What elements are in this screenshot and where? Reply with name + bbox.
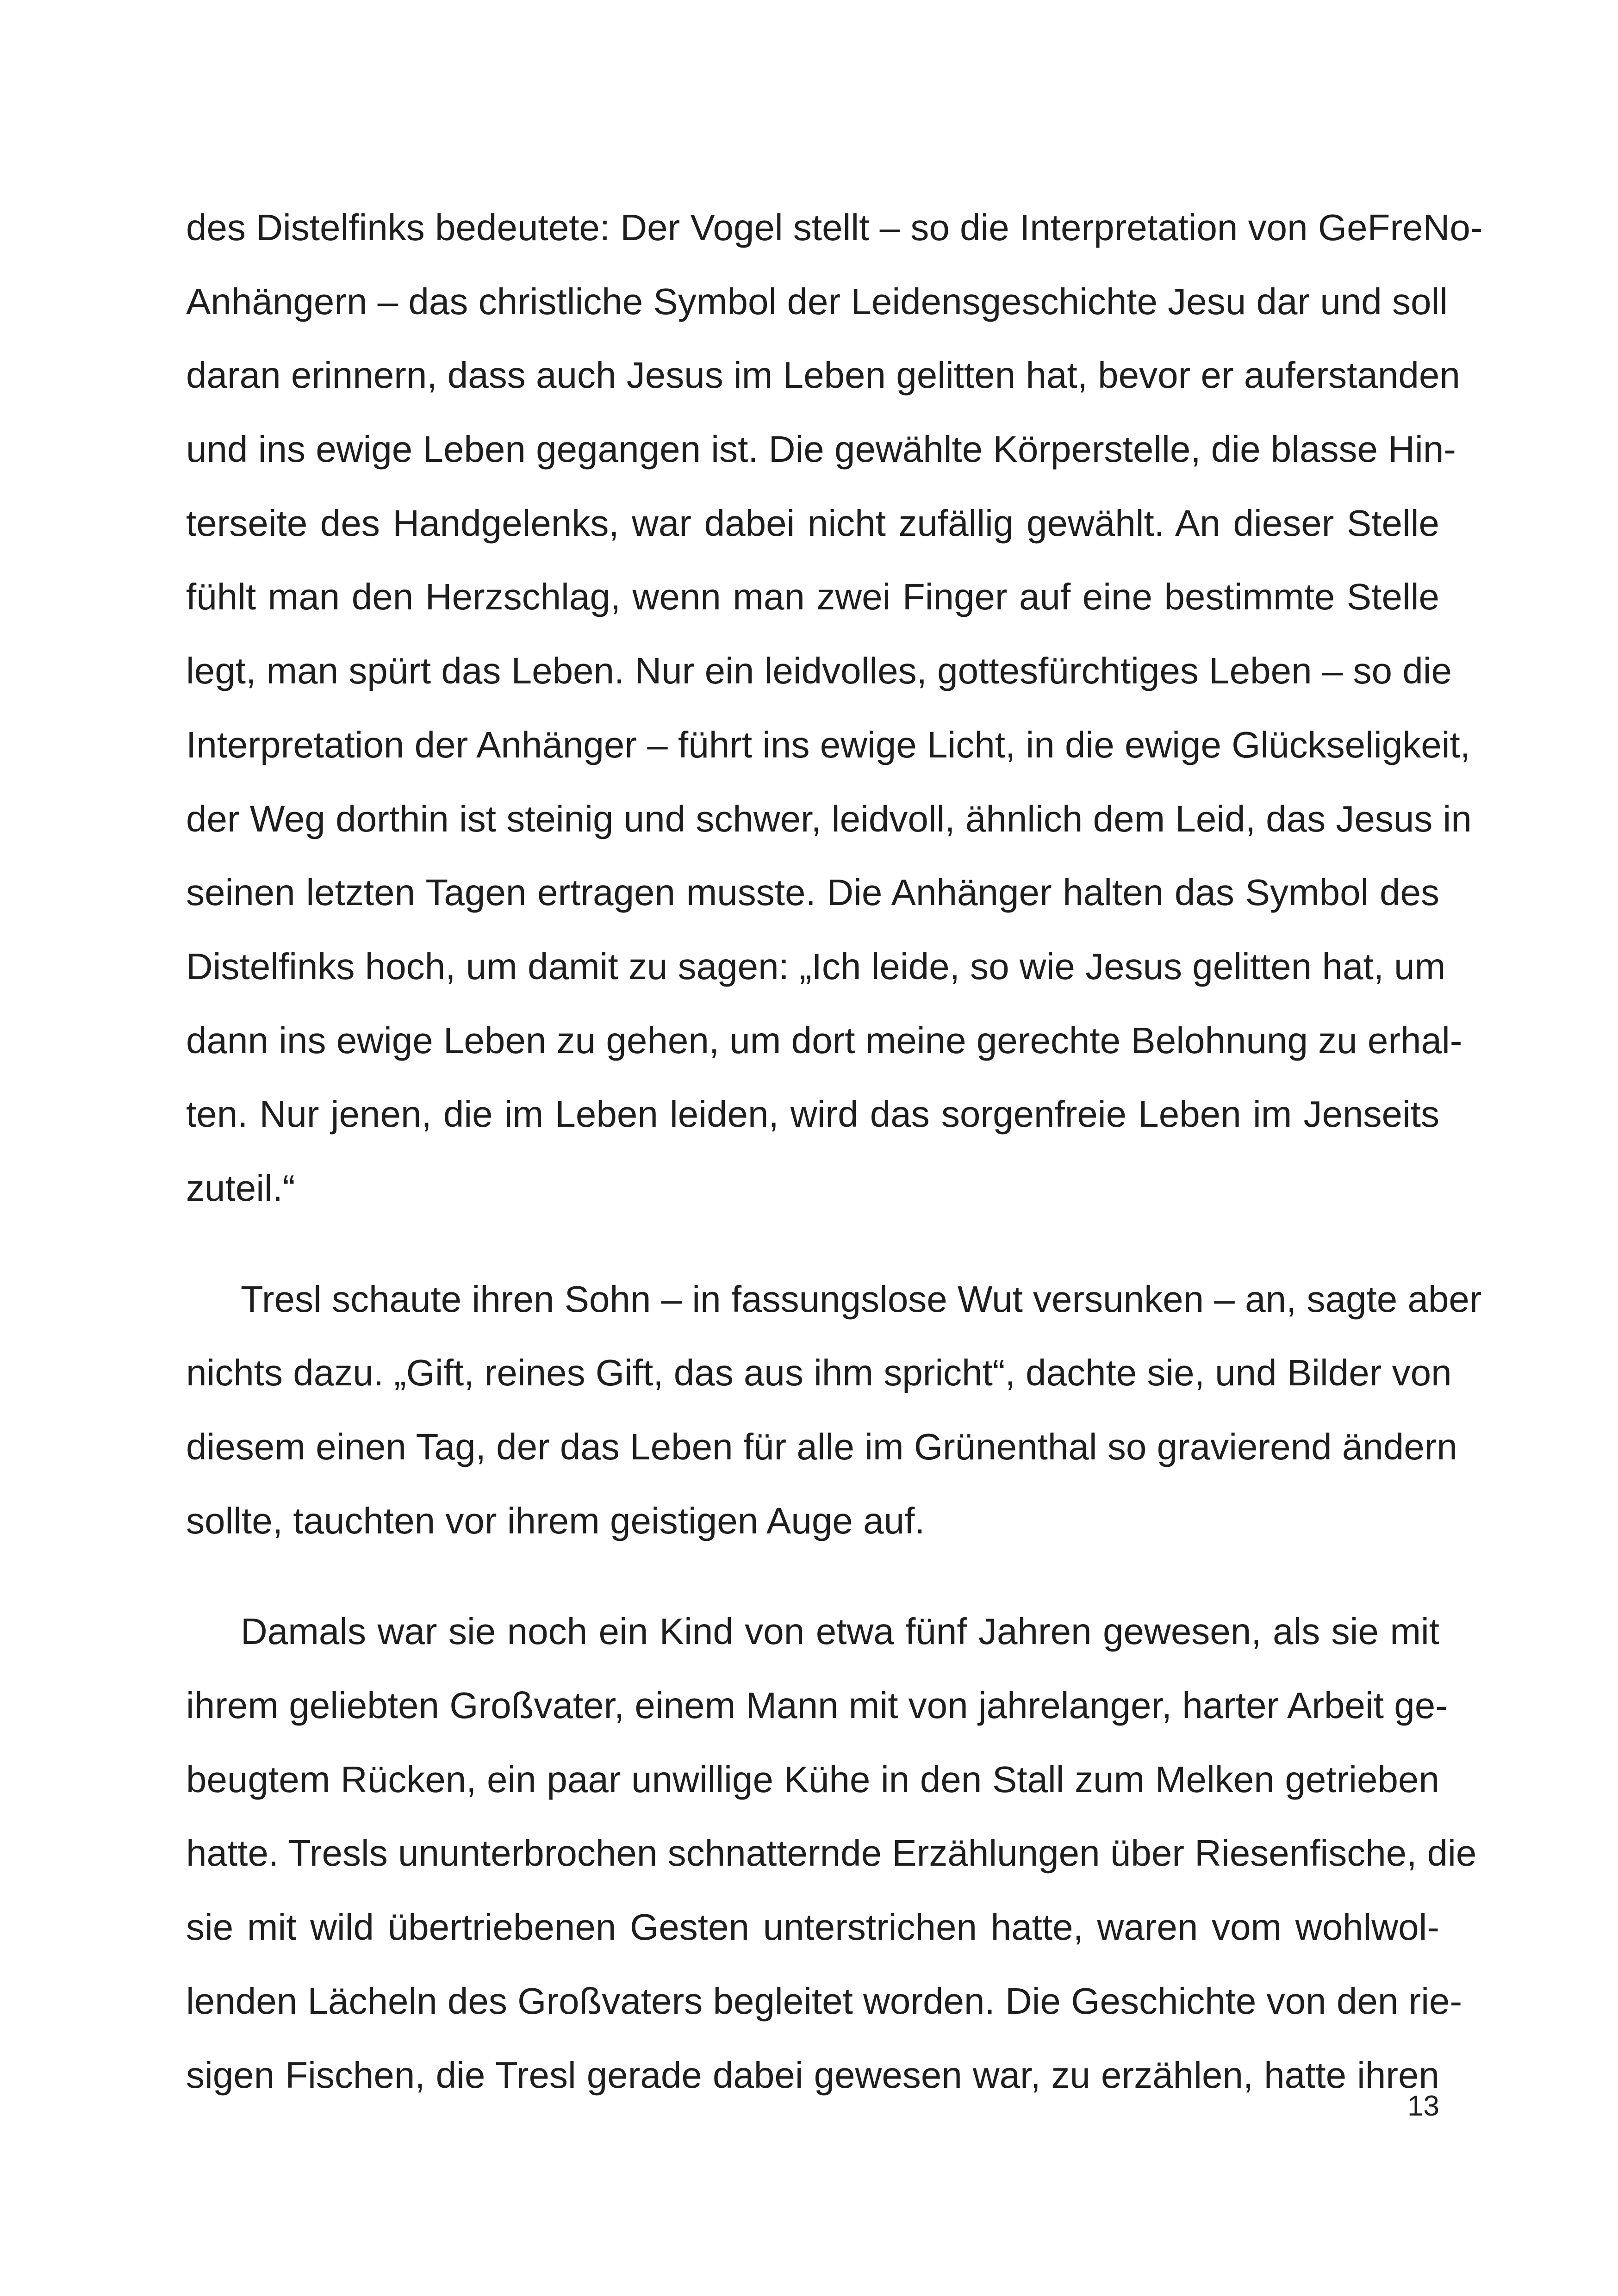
paragraph-1 bbox=[186, 191, 1483, 1225]
paragraph-spacer bbox=[186, 1225, 1439, 1262]
text-line: terseite des Handgelenks, war dabei nicht zufällig gewählt. An dieser Stelle bbox=[186, 502, 1439, 544]
paragraph-2 bbox=[186, 1262, 1482, 1558]
text-line: sollte, tauchten vor ihrem geistigen Auge auf. bbox=[186, 1500, 925, 1541]
text-line: sie mit wild übertriebenen Gesten unterstrichen hatte, waren vom wohlwol- bbox=[186, 1906, 1439, 1948]
page-number: 13 bbox=[1407, 2090, 1439, 2122]
text-line: ten. Nur jenen, die im Leben leiden, wird das sorgenfreie Leben im Jenseits bbox=[186, 1093, 1439, 1135]
text-line: fühlt man den Herzschlag, wenn man zwei Finger auf eine bestimmte Stelle bbox=[186, 576, 1439, 618]
text-line: nichts dazu. „Gift, reines Gift, das aus ihm spricht“, dachte sie, und Bilder von bbox=[186, 1352, 1452, 1394]
text-line: dann ins ewige Leben zu gehen, um dort meine gerechte Belohnung zu erhal- bbox=[186, 1019, 1462, 1061]
body-text bbox=[186, 191, 1483, 2112]
text-line: seinen letzten Tagen ertragen musste. Die Anhänger halten das Symbol des bbox=[186, 872, 1439, 913]
text-line: legt, man spürt das Leben. Nur ein leidvolles, gottesfürchtiges Leben – so die bbox=[186, 650, 1452, 692]
paragraph-spacer bbox=[186, 1558, 1439, 1595]
text-line: Interpretation der Anhänger – führt ins ewige Licht, in die ewige Glückseligkeit, bbox=[186, 724, 1470, 765]
text-line: daran erinnern, dass auch Jesus im Leben gelitten hat, bevor er auferstanden bbox=[186, 354, 1460, 396]
text-line: der Weg dorthin ist steinig und schwer, leidvoll, ähnlich dem Leid, das Jesus in bbox=[186, 798, 1472, 839]
text-line: ihrem geliebten Großvater, einem Mann mit von jahrelanger, harter Arbeit ge- bbox=[186, 1685, 1448, 1726]
text-line: des Distelfinks bedeutete: Der Vogel stellt – so die Interpretation von GeFreNo- bbox=[186, 207, 1483, 248]
paragraph-3 bbox=[186, 1595, 1477, 2112]
text-line: sigen Fischen, die Tresl gerade dabei gewesen war, zu erzählen, hatte ihren bbox=[186, 2054, 1439, 2096]
text-line: lenden Lächeln des Großvaters begleitet worden. Die Geschichte von den rie- bbox=[186, 1980, 1462, 2022]
text-line: zuteil.“ bbox=[186, 1167, 295, 1209]
text-line: diesem einen Tag, der das Leben für alle im Grünenthal so gravierend ändern bbox=[186, 1426, 1457, 1467]
text-line: und ins ewige Leben gegangen ist. Die gewählte Körperstelle, die blasse Hin- bbox=[186, 428, 1456, 470]
text-line: Damals war sie noch ein Kind von etwa fünf Jahren gewesen, als sie mit bbox=[241, 1611, 1439, 1652]
text-line: Anhängern – das christliche Symbol der Leidensgeschichte Jesu dar und soll bbox=[186, 280, 1448, 322]
text-line: beugtem Rücken, ein paar unwillige Kühe in den Stall zum Melken getrieben bbox=[186, 1758, 1439, 1800]
text-line: Distelfinks hoch, um damit zu sagen: „Ich leide, so wie Jesus gelitten hat, um bbox=[186, 945, 1446, 987]
text-line: hatte. Tresls ununterbrochen schnatternde Erzählungen über Riesenfische, die bbox=[186, 1832, 1477, 1874]
text-line: Tresl schaute ihren Sohn – in fassungslose Wut versunken – an, sagte aber bbox=[241, 1278, 1482, 1320]
